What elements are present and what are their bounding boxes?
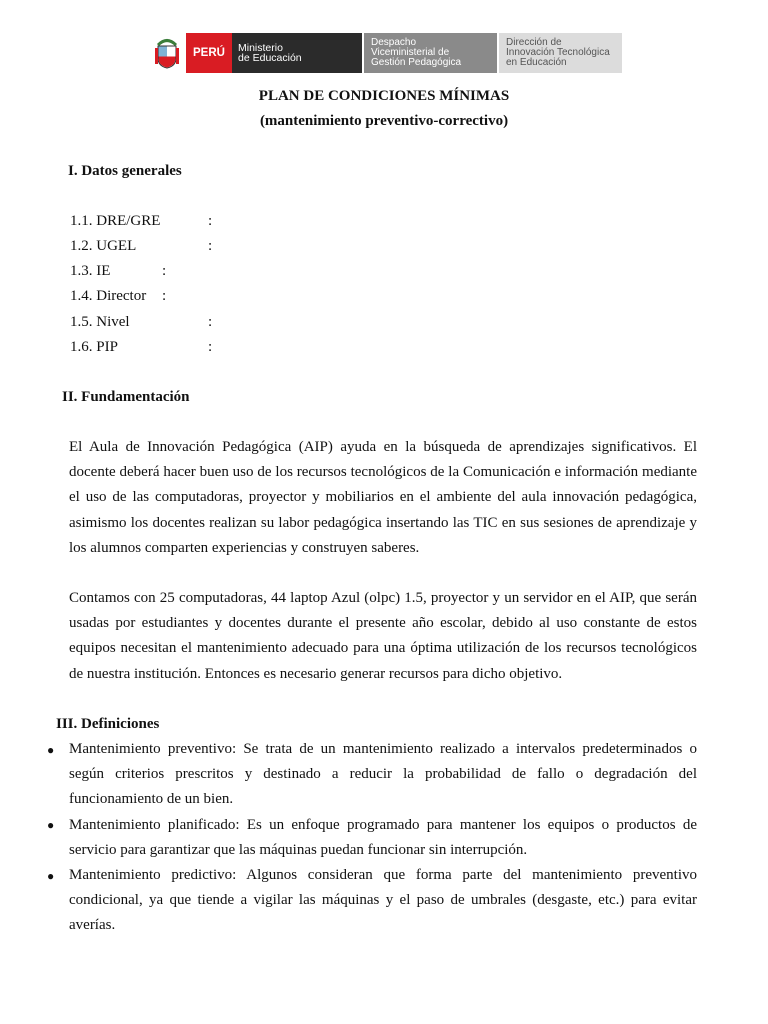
paragraph-fundamentacion-2: Contamos con 25 computadoras, 44 laptop Azul (olpc) 1.5, proyector y un servidor en el AIP, que serán usadas por estudiantes y docentes durante el presente año escolar, debido al uso constante de estos equipos necesitan el mantenimiento adecuado para una óptima utilización de los recursos tecnológicos de nuestra institución. Entonces es necesario generar recursos para dicho objetivo. <box>69 590 697 682</box>
bullet-icon: ● <box>47 869 55 883</box>
field-pip: 1.6. PIP <box>70 339 118 355</box>
direccion-label: Dirección de Innovación Tecnológica en Educación <box>499 33 622 73</box>
field-director: 1.4. Director <box>70 288 147 304</box>
field-ugel: 1.2. UGEL <box>70 238 137 254</box>
bullet-icon: ● <box>47 818 55 832</box>
section-definiciones: III. Definiciones <box>56 716 160 732</box>
despacho-label: Despacho Viceministerial de Gestión Pedagógica <box>364 33 497 73</box>
field-colon: : <box>208 238 213 254</box>
bullet-icon: ● <box>47 743 55 757</box>
definition-item: Mantenimiento predictivo: Algunos consideran que forma parte del mantenimiento preventivo condicional, ya que tiende a vigilar las máquinas y el paso de umbrales (desgaste, etc.) para evitar averías. <box>69 867 697 934</box>
document-subtitle: (mantenimiento preventivo-correctivo) <box>259 113 509 129</box>
section-datos-generales: I. Datos generales <box>68 163 182 179</box>
definition-item: Mantenimiento planificado: Es un enfoque programado para mantener los equipos o productos de servicio para garantizar que las máquinas puedan funcionar sin interrupción. <box>69 817 697 859</box>
field-colon: : <box>208 339 213 355</box>
document-title: PLAN DE CONDICIONES MÍNIMAS <box>258 88 510 104</box>
field-nivel: 1.5. Nivel <box>70 314 130 330</box>
field-colon: : <box>162 288 167 304</box>
field-ie: 1.3. IE <box>70 263 111 279</box>
section-fundamentacion: II. Fundamentación <box>62 389 190 405</box>
peru-label: PERÚ <box>186 33 232 73</box>
field-colon: : <box>208 314 213 330</box>
field-colon: : <box>208 213 213 229</box>
coat-of-arms-icon <box>148 33 186 73</box>
ministerio-label: Ministerio de Educación <box>232 33 362 73</box>
institutional-header <box>148 33 622 73</box>
field-colon: : <box>162 263 167 279</box>
field-dre-gre: 1.1. DRE/GRE <box>70 213 161 229</box>
definition-item: Mantenimiento preventivo: Se trata de un mantenimiento realizado a intervalos predeterminados o según criterios prescritos y destinado a reducir la probabilidad de fallo o degradación del funcionamiento de un bien. <box>69 741 697 808</box>
paragraph-fundamentacion-1: El Aula de Innovación Pedagógica (AIP) ayuda en la búsqueda de aprendizajes significativos. El docente deberá hacer buen uso de los recursos tecnológicos de la Comunicación e información mediante el uso de las computadoras, proyector y mobiliarios en el ambiente del aula innovación pedagógica, asimismo los docentes realizan su labor pedagógica insertando las TIC en sus sesiones de aprendizaje y los alumnos comparten experiencias y construyen saberes. <box>69 439 697 556</box>
